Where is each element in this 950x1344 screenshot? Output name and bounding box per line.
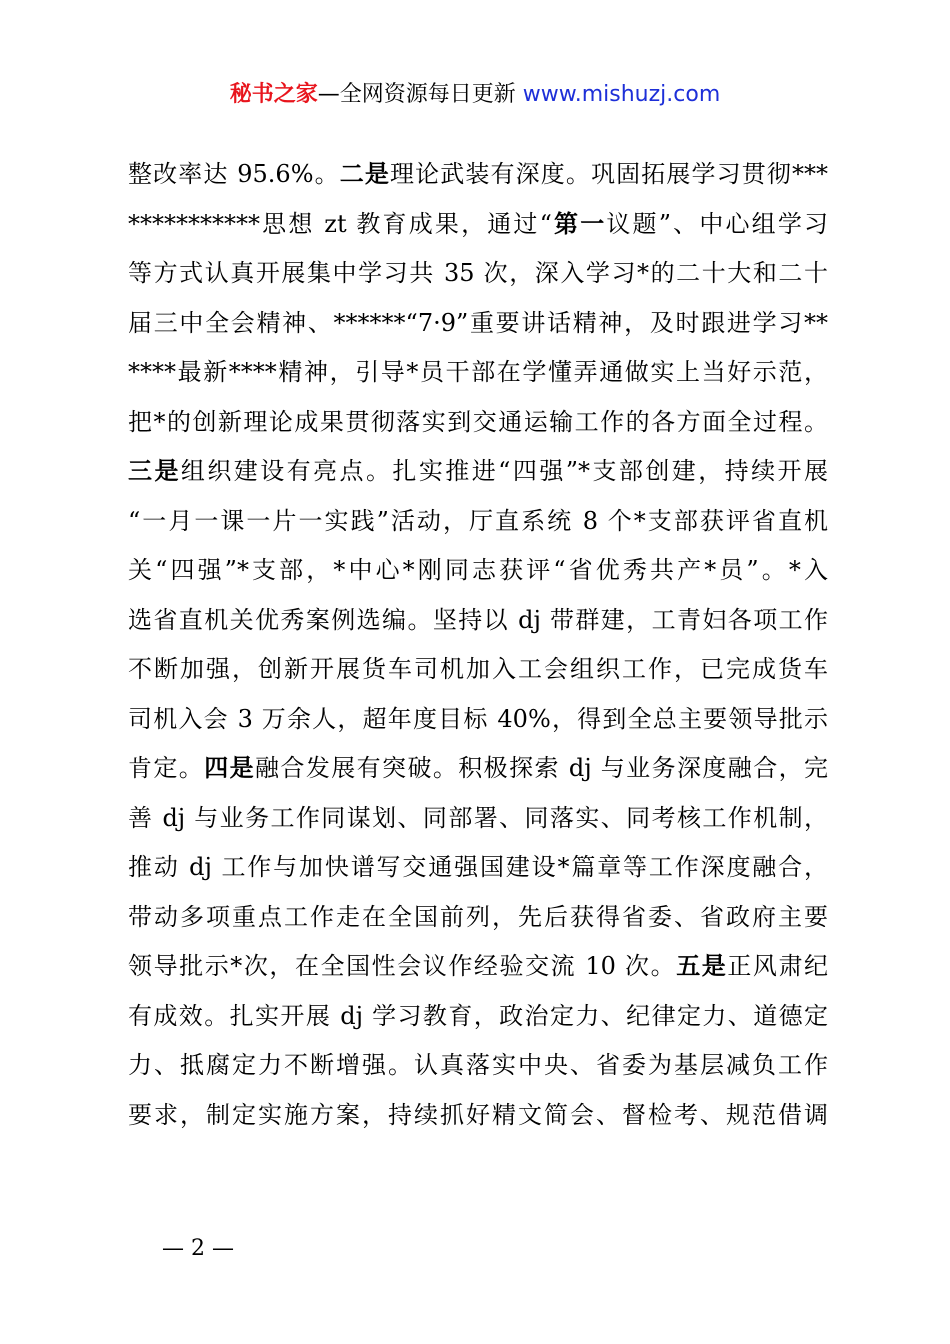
text-segment: 推动 dj 工作与加快谱写交通强国建设*篇章等工作深度融合， (128, 853, 828, 881)
text-segment: 要求，制定实施方案，持续抓好精文简会、督检考、规范借调 (128, 1100, 828, 1129)
text-line (128, 843, 828, 893)
text-line (128, 942, 828, 992)
text-segment: 肯定。 (128, 754, 205, 782)
text-segment: 议题”、中心组学习 (606, 209, 828, 238)
text-line (128, 596, 828, 646)
text-segment: 把*的创新理论成果贯彻落实到交通运输工作的各方面全过程。 (128, 407, 828, 436)
text-segment: 等方式认真开展集中学习共 35 次，深入学习*的二十大和二十 (128, 259, 828, 287)
text-line (128, 249, 828, 299)
brand-name: 秘书之家 (229, 82, 318, 107)
text-line (128, 992, 828, 1042)
text-segment: 组织建设有亮点。扎实推进“四强”*支部创建，持续开展 (180, 457, 829, 485)
text-line (128, 1041, 828, 1091)
text-segment: 选省直机关优秀案例选编。坚持以 dj 带群建，工青妇各项工作 (128, 605, 828, 634)
site-banner (0, 80, 950, 110)
bold-lead-phrase: 四是 (204, 754, 256, 782)
text-line (128, 447, 828, 497)
site-url-link[interactable]: www.mishuzj.com (522, 82, 721, 107)
bold-lead-phrase: 三是 (128, 457, 181, 485)
text-segment: 不断加强，创新开展货车司机加入工会组织工作，已完成货车 (128, 655, 828, 683)
text-line (128, 794, 828, 844)
text-segment: 领导批示*次，在全国性会议作经验交流 10 次。 (128, 952, 677, 980)
text-line (128, 150, 828, 200)
text-segment: 正风肃纪 (727, 952, 829, 980)
banner-tagline: —全网资源每日更新 (317, 82, 516, 107)
text-line (128, 200, 828, 250)
bold-lead-phrase: 二是 (339, 160, 390, 188)
text-segment: 关“四强”*支部，*中心*刚同志获评“省优秀共产*员”。*入 (128, 556, 828, 584)
page-number: — 2 — (162, 1236, 234, 1261)
text-segment: “一月一课一片一实践”活动，厅直系统 8 个*支部获评省直机 (128, 506, 828, 535)
bold-lead-phrase: 第一 (551, 209, 607, 238)
text-line (128, 645, 828, 695)
text-line (128, 695, 828, 745)
text-segment: 届三中全会精神、******“7·9”重要讲话精神，及时跟进学习** (128, 308, 828, 337)
text-segment: 带动多项重点工作走在全国前列，先后获得省委、省政府主要 (128, 902, 828, 931)
text-line (128, 299, 828, 349)
text-segment: 融合发展有突破。积极探索 dj 与业务深度融合，完 (255, 754, 829, 782)
document-body (128, 150, 828, 1140)
bold-lead-phrase: 五是 (676, 952, 728, 980)
text-segment: 理论武装有深度。巩固拓展学习贯彻*** (390, 160, 828, 188)
text-segment: ****最新****精神，引导*员干部在学懂弄通做实上当好示范， (128, 358, 828, 386)
text-line (128, 398, 828, 448)
text-segment: 有成效。扎实开展 dj 学习教育，政治定力、纪律定力、道德定 (128, 1001, 828, 1030)
text-segment: 整改率达 95.6%。 (128, 160, 340, 188)
text-line (128, 546, 828, 596)
text-segment: 力、抵腐定力不断增强。认真落实中央、省委为基层减负工作 (128, 1051, 828, 1079)
text-line (128, 893, 828, 943)
text-line (128, 744, 828, 794)
text-segment: 司机入会 3 万余人，超年度目标 40%，得到全总主要领导批示 (128, 704, 828, 733)
text-line (128, 1091, 828, 1141)
text-line (128, 497, 828, 547)
text-line (128, 348, 828, 398)
text-segment: ***********思想 zt 教育成果，通过“ (128, 209, 552, 238)
text-segment: 善 dj 与业务工作同谋划、同部署、同落实、同考核工作机制， (128, 803, 828, 832)
